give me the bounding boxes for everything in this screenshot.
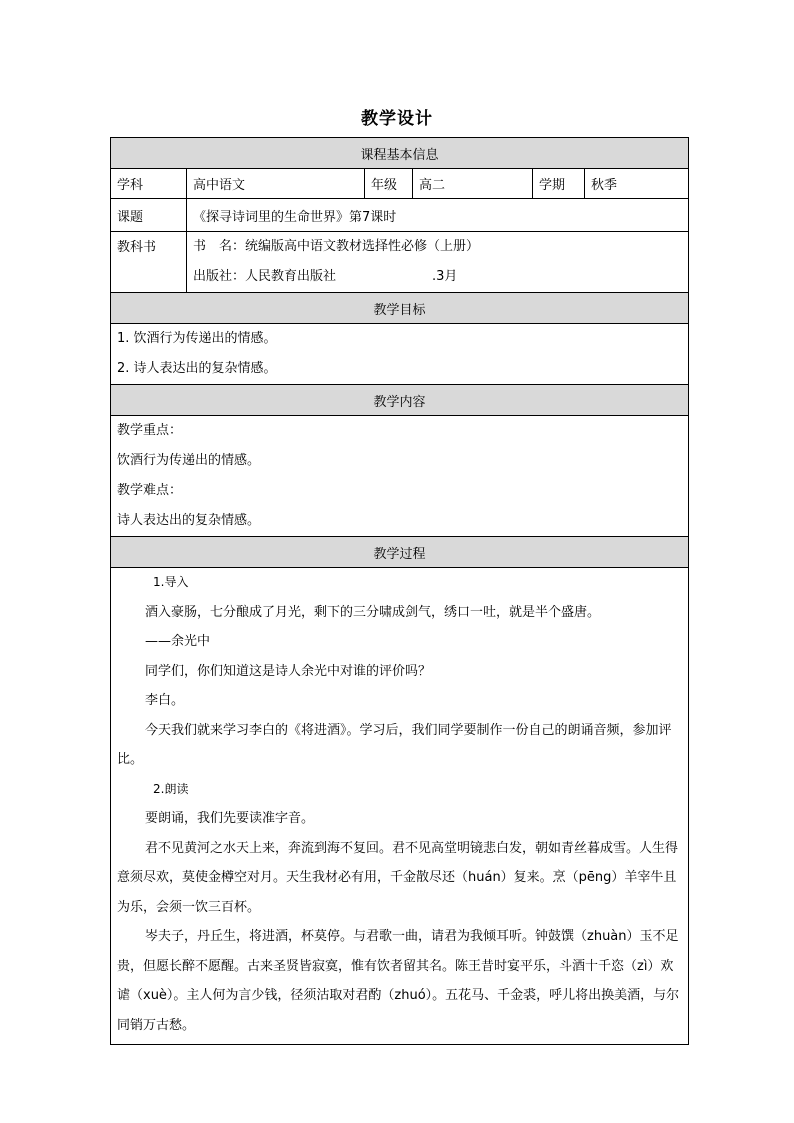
grade-label: 年级 [365, 169, 413, 199]
quote-text: 酒入豪肠，七分酿成了月光，剩下的三分啸成剑气，绣口一吐，就是半个盛唐。 [145, 604, 601, 620]
textbook-label-text: 教科书 [117, 240, 157, 255]
objectives-list [111, 324, 689, 385]
subject-value: 高中语文 [187, 169, 365, 199]
term-value: 秋季 [585, 169, 689, 199]
topic-label: 课题 [111, 199, 187, 232]
topic-value: 《探寻诗词里的生命世界》第7课时 [187, 199, 689, 232]
lesson-plan-table [110, 137, 689, 1045]
step-reading: 2.朗读 [153, 781, 189, 796]
process-body [111, 568, 689, 1045]
textbook-info [187, 232, 689, 293]
key-point-label: 教学重点： [117, 423, 183, 438]
subject-label: 学科 [111, 169, 187, 199]
objective-item: 2. 诗人表达出的复杂情感。 [117, 361, 277, 376]
term-label: 学期 [533, 169, 585, 199]
teacher-question: 同学们，你们知道这是诗人余光中对谁的评价吗？ [145, 663, 432, 679]
book-name: 书 名：统编版高中语文教材选择性必修（上册） [193, 239, 480, 254]
document-title: 教学设计 [361, 109, 433, 129]
publisher-line [193, 262, 682, 292]
difficulty-label: 教学难点： [117, 483, 183, 498]
publish-date: .3月 [432, 269, 458, 284]
publisher: 出版社：人民教育出版社 [193, 269, 337, 284]
quote-author: ——余光中 [145, 634, 211, 649]
content-body [111, 416, 689, 537]
process-header: 教学过程 [111, 537, 689, 568]
content-header: 教学内容 [111, 385, 689, 416]
step-intro: 1.导入 [153, 575, 189, 589]
objectives-header: 教学目标 [111, 293, 689, 324]
textbook-label [111, 232, 187, 293]
basic-info-header: 课程基本信息 [111, 138, 689, 169]
grade-value: 高二 [413, 169, 533, 199]
difficulty-text: 诗人表达出的复杂情感。 [117, 513, 261, 528]
poem-paragraph: 君不见黄河之水天上来，奔流到海不复回。君不见高堂明镜悲白发，朝如青丝暮成雪。人生得意须尽欢，莫使金樽空对月。天生我材必有用，千金散尽还（huán）复来。烹（pēng）羊宰牛且为乐，会须一饮三百杯。 [117, 840, 679, 915]
objective-item: 1. 饮酒行为传递出的情感。 [117, 331, 277, 346]
lesson-intro: 今天我们就来学习李白的《将进酒》。学习后，我们同学要制作一份自己的朗诵音频，参加评比。 [117, 722, 672, 767]
reading-instruction: 要朗诵，我们先要读准字音。 [145, 811, 315, 826]
key-point-text: 饮酒行为传递出的情感。 [117, 453, 261, 468]
student-answer: 李白。 [145, 693, 185, 708]
poem-paragraph: 岑夫子，丹丘生，将进酒，杯莫停。与君歌一曲，请君为我倾耳听。钟鼓馔（zhuàn）玉不足贵，但愿长醉不愿醒。古来圣贤皆寂寞，惟有饮者留其名。陈王昔时宴平乐，斗酒十千恣（zì）欢谑（xuè）。主人何为言少钱，径须沽取对君酌（zhuó）。五花马、千金裘，呼儿将出换美酒，与尔同销万古愁。 [117, 929, 680, 1033]
